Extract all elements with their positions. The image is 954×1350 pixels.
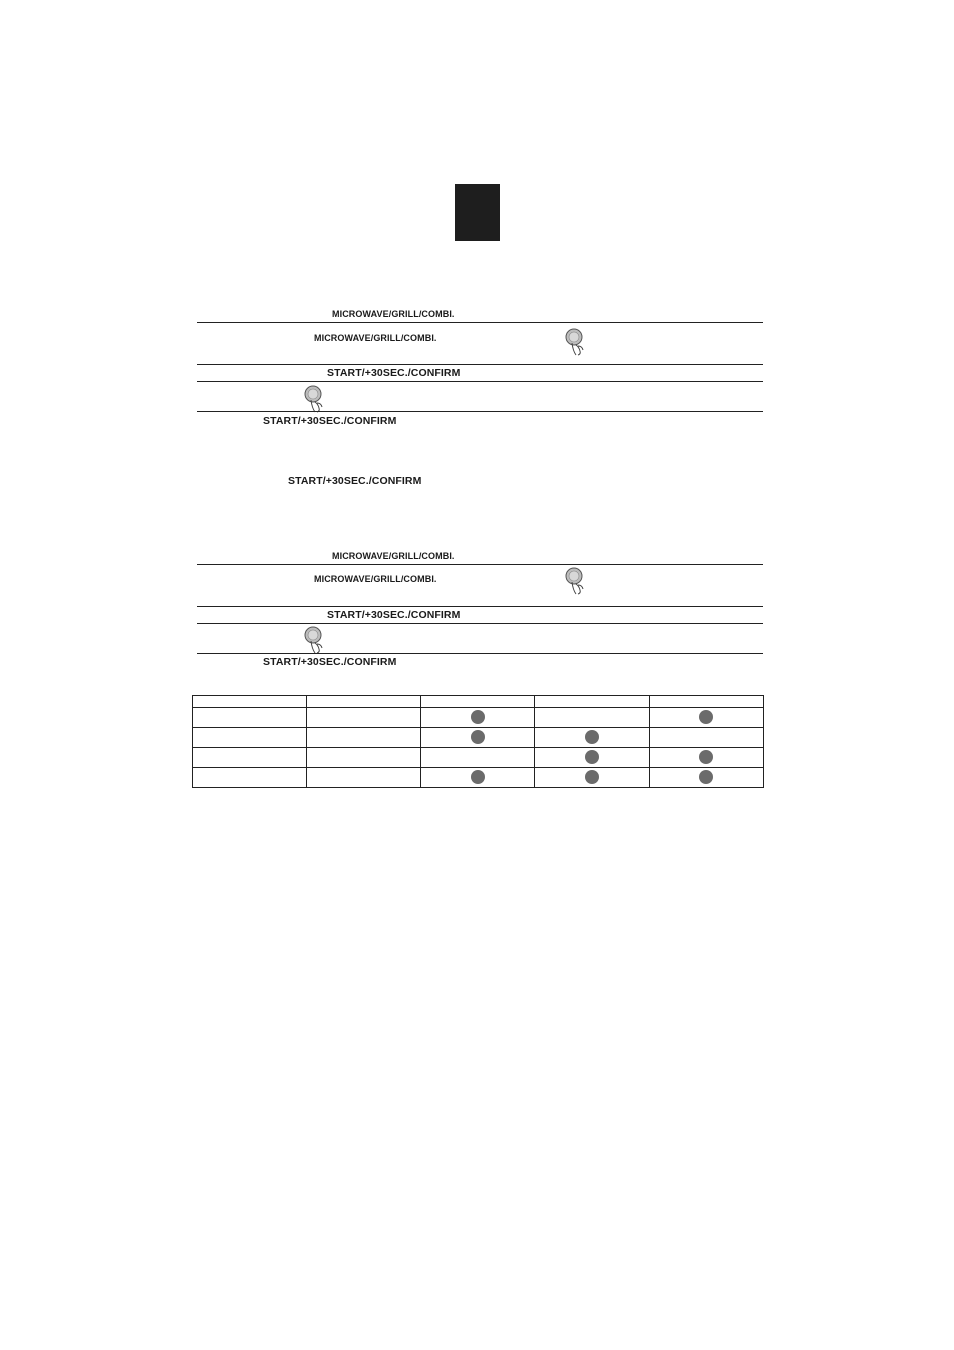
microwave-grill-combi-label: MICROWAVE/GRILL/COMBI. <box>314 574 437 584</box>
table-cell <box>307 748 421 768</box>
rotary-knob-hand-icon <box>303 625 327 655</box>
table-cell <box>421 728 535 748</box>
rotary-knob-hand-icon <box>564 327 588 357</box>
filled-dot-icon <box>585 730 599 744</box>
divider <box>197 623 763 624</box>
rotary-knob-hand-icon <box>564 566 588 596</box>
mode-matrix-table <box>192 695 764 788</box>
divider <box>197 411 763 412</box>
table-row <box>193 728 764 748</box>
table-cell <box>649 708 763 728</box>
table-cell <box>535 708 649 728</box>
divider <box>197 381 763 382</box>
filled-dot-icon <box>471 730 485 744</box>
table-cell <box>307 768 421 788</box>
table-header-cell <box>307 696 421 708</box>
table-cell <box>649 728 763 748</box>
table-cell <box>649 748 763 768</box>
table-cell <box>535 728 649 748</box>
filled-dot-icon <box>471 710 485 724</box>
table-header-row <box>193 696 764 708</box>
table-cell <box>421 768 535 788</box>
start-confirm-label: START/+30SEC./CONFIRM <box>288 475 422 487</box>
table-row <box>193 708 764 728</box>
divider <box>197 564 763 565</box>
filled-dot-icon <box>585 750 599 764</box>
filled-dot-icon <box>699 750 713 764</box>
table-row <box>193 748 764 768</box>
filled-dot-icon <box>471 770 485 784</box>
divider <box>197 322 763 323</box>
table-cell <box>535 768 649 788</box>
table-cell <box>421 708 535 728</box>
start-confirm-label: START/+30SEC./CONFIRM <box>263 656 397 668</box>
table-cell <box>535 748 649 768</box>
table-cell <box>193 708 307 728</box>
microwave-grill-combi-label: MICROWAVE/GRILL/COMBI. <box>314 333 437 343</box>
filled-dot-icon <box>699 770 713 784</box>
start-confirm-label: START/+30SEC./CONFIRM <box>263 415 397 427</box>
table-cell <box>421 748 535 768</box>
table-header-cell <box>535 696 649 708</box>
divider <box>197 653 763 654</box>
filled-dot-icon <box>699 710 713 724</box>
table-cell <box>307 708 421 728</box>
table-header-cell <box>421 696 535 708</box>
rotary-knob-hand-icon <box>303 384 327 414</box>
language-tab-marker <box>455 184 500 241</box>
table-cell <box>193 728 307 748</box>
table-header-cell <box>193 696 307 708</box>
table-header-cell <box>649 696 763 708</box>
divider <box>197 606 763 607</box>
divider <box>197 364 763 365</box>
filled-dot-icon <box>585 770 599 784</box>
table-cell <box>193 768 307 788</box>
table-cell <box>307 728 421 748</box>
table-cell <box>193 748 307 768</box>
start-confirm-label: START/+30SEC./CONFIRM <box>327 609 461 621</box>
microwave-grill-combi-label: MICROWAVE/GRILL/COMBI. <box>332 309 455 319</box>
microwave-grill-combi-label: MICROWAVE/GRILL/COMBI. <box>332 551 455 561</box>
start-confirm-label: START/+30SEC./CONFIRM <box>327 367 461 379</box>
table-cell <box>649 768 763 788</box>
table-row <box>193 768 764 788</box>
